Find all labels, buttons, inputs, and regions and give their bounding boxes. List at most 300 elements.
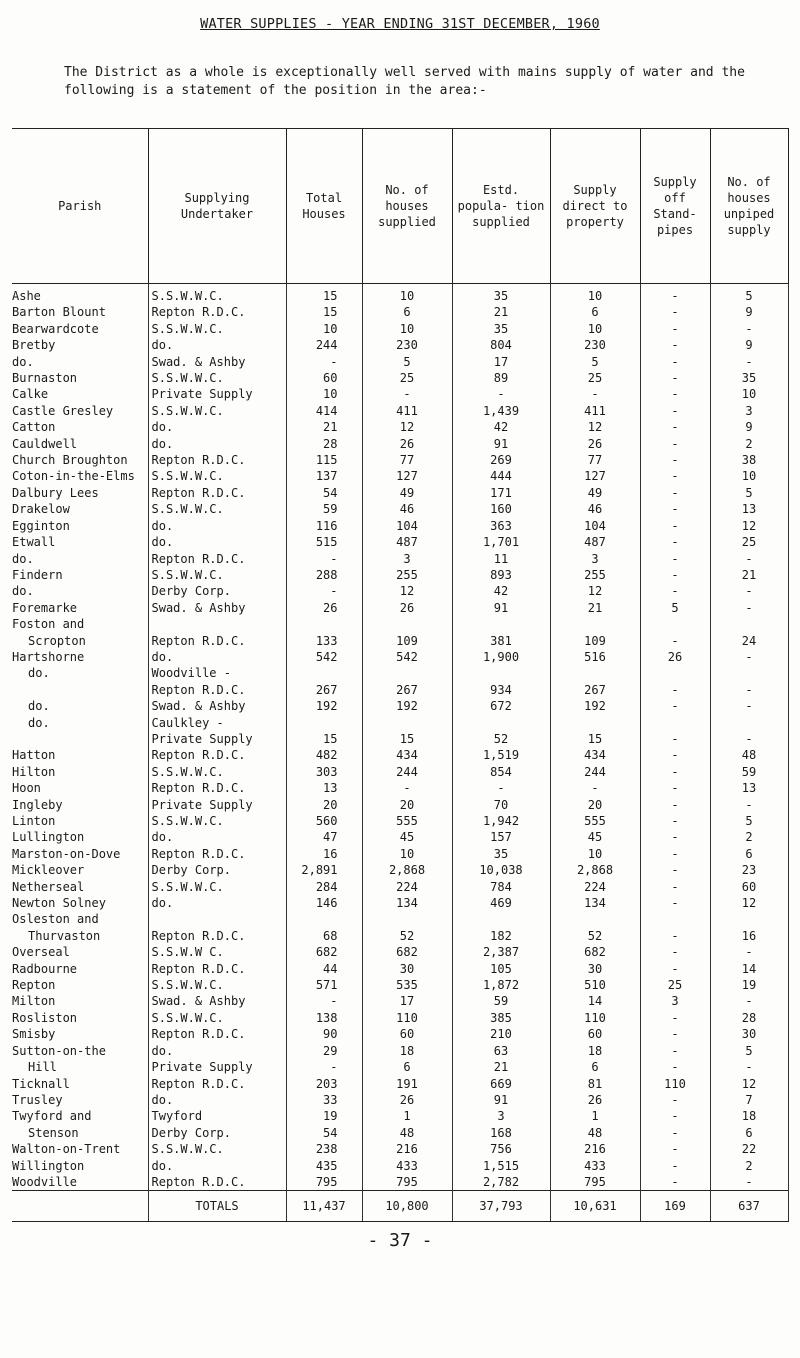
header-undertaker: Supplying Undertaker bbox=[148, 129, 286, 284]
cell-population: 893 bbox=[452, 567, 550, 583]
cell-population: 1,439 bbox=[452, 403, 550, 419]
cell-supply-direct: 26 bbox=[550, 436, 640, 452]
cell-supply-direct: 77 bbox=[550, 452, 640, 468]
cell-supply-direct: 487 bbox=[550, 534, 640, 550]
cell-unpiped: - bbox=[710, 993, 788, 1009]
cell-unpiped: - bbox=[710, 797, 788, 813]
cell-total-houses: 59 bbox=[286, 501, 362, 517]
table-row bbox=[12, 862, 788, 878]
table-row bbox=[12, 1108, 788, 1124]
cell-unpiped bbox=[710, 715, 788, 731]
cell-undertaker: Swad. & Ashby bbox=[148, 698, 286, 714]
cell-unpiped: 10 bbox=[710, 468, 788, 484]
cell-undertaker: Private Supply bbox=[148, 386, 286, 402]
cell-total-houses: 435 bbox=[286, 1158, 362, 1174]
cell-houses-supplied: 535 bbox=[362, 977, 452, 993]
cell-supply-direct: 433 bbox=[550, 1158, 640, 1174]
cell-standpipes: - bbox=[640, 370, 710, 386]
water-supply-table bbox=[12, 128, 789, 1222]
cell-total-houses: 47 bbox=[286, 829, 362, 845]
cell-undertaker: Swad. & Ashby bbox=[148, 993, 286, 1009]
cell-supply-direct: 5 bbox=[550, 354, 640, 370]
cell-undertaker: S.S.W.W.C. bbox=[148, 567, 286, 583]
cell-houses-supplied: 17 bbox=[362, 993, 452, 1009]
cell-parish: Overseal bbox=[12, 944, 148, 960]
cell-total-houses: 284 bbox=[286, 879, 362, 895]
cell-undertaker: S.S.W.W.C. bbox=[148, 321, 286, 337]
cell-houses-supplied: 795 bbox=[362, 1174, 452, 1191]
cell-houses-supplied: 20 bbox=[362, 797, 452, 813]
table-row bbox=[12, 1158, 788, 1174]
cell-standpipes: - bbox=[640, 304, 710, 320]
cell-total-houses: 54 bbox=[286, 485, 362, 501]
table-row bbox=[12, 813, 788, 829]
cell-houses-supplied: 77 bbox=[362, 452, 452, 468]
cell-total-houses: 21 bbox=[286, 419, 362, 435]
cell-standpipes: 110 bbox=[640, 1076, 710, 1092]
cell-houses-supplied: 10 bbox=[362, 284, 452, 305]
cell-parish: Trusley bbox=[12, 1092, 148, 1108]
cell-parish: Sutton-on-the bbox=[12, 1043, 148, 1059]
cell-unpiped: - bbox=[710, 944, 788, 960]
cell-unpiped: 2 bbox=[710, 436, 788, 452]
cell-supply-direct: 411 bbox=[550, 403, 640, 419]
cell-supply-direct: 434 bbox=[550, 747, 640, 763]
cell-parish: Linton bbox=[12, 813, 148, 829]
cell-standpipes: - bbox=[640, 354, 710, 370]
table-row bbox=[12, 403, 788, 419]
cell-houses-supplied: 191 bbox=[362, 1076, 452, 1092]
cell-houses-supplied: 2,868 bbox=[362, 862, 452, 878]
cell-standpipes: - bbox=[640, 764, 710, 780]
cell-population: 17 bbox=[452, 354, 550, 370]
cell-supply-direct: 682 bbox=[550, 944, 640, 960]
cell-parish: Calke bbox=[12, 386, 148, 402]
cell-unpiped: - bbox=[710, 583, 788, 599]
cell-unpiped: 10 bbox=[710, 386, 788, 402]
cell-undertaker: Derby Corp. bbox=[148, 583, 286, 599]
cell-population: 91 bbox=[452, 1092, 550, 1108]
cell-standpipes: - bbox=[640, 284, 710, 305]
cell-supply-direct: 12 bbox=[550, 419, 640, 435]
totals-total-houses: 11,437 bbox=[286, 1191, 362, 1222]
totals-population: 37,793 bbox=[452, 1191, 550, 1222]
cell-total-houses: 244 bbox=[286, 337, 362, 353]
cell-population: 35 bbox=[452, 846, 550, 862]
cell-undertaker: do. bbox=[148, 1158, 286, 1174]
cell-supply-direct: 255 bbox=[550, 567, 640, 583]
cell-standpipes: - bbox=[640, 698, 710, 714]
cell-parish: do. bbox=[12, 551, 148, 567]
totals-row bbox=[12, 1191, 788, 1222]
cell-unpiped: - bbox=[710, 600, 788, 616]
cell-houses-supplied: 18 bbox=[362, 1043, 452, 1059]
cell-parish: Lullington bbox=[12, 829, 148, 845]
cell-houses-supplied: 12 bbox=[362, 419, 452, 435]
cell-standpipes: - bbox=[640, 731, 710, 747]
cell-population: 444 bbox=[452, 468, 550, 484]
totals-blank bbox=[12, 1191, 148, 1222]
cell-unpiped: 9 bbox=[710, 304, 788, 320]
cell-supply-direct: 109 bbox=[550, 633, 640, 649]
table-row bbox=[12, 583, 788, 599]
cell-parish: Foremarke bbox=[12, 600, 148, 616]
cell-supply-direct: 26 bbox=[550, 1092, 640, 1108]
cell-parish: Walton-on-Trent bbox=[12, 1141, 148, 1157]
cell-undertaker: Derby Corp. bbox=[148, 862, 286, 878]
cell-undertaker: Repton R.D.C. bbox=[148, 1174, 286, 1191]
cell-houses-supplied: 555 bbox=[362, 813, 452, 829]
cell-total-houses: 571 bbox=[286, 977, 362, 993]
table-row bbox=[12, 895, 788, 911]
cell-supply-direct: - bbox=[550, 386, 640, 402]
cell-standpipes: - bbox=[640, 436, 710, 452]
table-row bbox=[12, 993, 788, 1009]
cell-supply-direct: 516 bbox=[550, 649, 640, 665]
cell-parish: Burnaston bbox=[12, 370, 148, 386]
table-row bbox=[12, 485, 788, 501]
cell-unpiped: 12 bbox=[710, 1076, 788, 1092]
totals-standpipes: 169 bbox=[640, 1191, 710, 1222]
cell-unpiped: 14 bbox=[710, 961, 788, 977]
cell-supply-direct: 25 bbox=[550, 370, 640, 386]
cell-unpiped: - bbox=[710, 682, 788, 698]
cell-population: 10,038 bbox=[452, 862, 550, 878]
cell-population: 157 bbox=[452, 829, 550, 845]
cell-population: 784 bbox=[452, 879, 550, 895]
cell-total-houses: 138 bbox=[286, 1010, 362, 1026]
cell-unpiped: 25 bbox=[710, 534, 788, 550]
header-total-houses: Total Houses bbox=[286, 129, 362, 284]
cell-unpiped: 13 bbox=[710, 780, 788, 796]
cell-parish: Ingleby bbox=[12, 797, 148, 813]
cell-standpipes bbox=[640, 715, 710, 731]
cell-standpipes: - bbox=[640, 879, 710, 895]
cell-supply-direct: 6 bbox=[550, 304, 640, 320]
cell-unpiped: 35 bbox=[710, 370, 788, 386]
cell-supply-direct: 2,868 bbox=[550, 862, 640, 878]
cell-houses-supplied: 244 bbox=[362, 764, 452, 780]
cell-standpipes: - bbox=[640, 518, 710, 534]
table-row bbox=[12, 600, 788, 616]
cell-parish: do. bbox=[12, 583, 148, 599]
cell-undertaker: Repton R.D.C. bbox=[148, 485, 286, 501]
cell-unpiped: 5 bbox=[710, 813, 788, 829]
page-number: - 37 - bbox=[367, 1230, 433, 1251]
cell-supply-direct: 134 bbox=[550, 895, 640, 911]
cell-undertaker: S.S.W.W.C. bbox=[148, 501, 286, 517]
cell-parish: Willington bbox=[12, 1158, 148, 1174]
table-row bbox=[12, 1043, 788, 1059]
cell-population: 2,782 bbox=[452, 1174, 550, 1191]
cell-population: 63 bbox=[452, 1043, 550, 1059]
cell-total-houses bbox=[286, 616, 362, 632]
cell-undertaker: Repton R.D.C. bbox=[148, 928, 286, 944]
cell-standpipes: - bbox=[640, 1026, 710, 1042]
cell-population: 269 bbox=[452, 452, 550, 468]
table-row bbox=[12, 780, 788, 796]
cell-total-houses: 288 bbox=[286, 567, 362, 583]
cell-standpipes: - bbox=[640, 846, 710, 862]
cell-supply-direct: 20 bbox=[550, 797, 640, 813]
cell-undertaker: S.S.W.W.C. bbox=[148, 813, 286, 829]
cell-unpiped: 18 bbox=[710, 1108, 788, 1124]
cell-total-houses: 29 bbox=[286, 1043, 362, 1059]
cell-parish: Bretby bbox=[12, 337, 148, 353]
cell-supply-direct: 3 bbox=[550, 551, 640, 567]
cell-undertaker: Repton R.D.C. bbox=[148, 633, 286, 649]
cell-houses-supplied: 6 bbox=[362, 1059, 452, 1075]
cell-unpiped: 9 bbox=[710, 419, 788, 435]
cell-population: 381 bbox=[452, 633, 550, 649]
cell-undertaker bbox=[148, 616, 286, 632]
cell-unpiped: 13 bbox=[710, 501, 788, 517]
table-row bbox=[12, 911, 788, 927]
cell-total-houses: 795 bbox=[286, 1174, 362, 1191]
cell-parish: Smisby bbox=[12, 1026, 148, 1042]
cell-parish: Marston-on-Dove bbox=[12, 846, 148, 862]
cell-standpipes: - bbox=[640, 403, 710, 419]
cell-houses-supplied: 30 bbox=[362, 961, 452, 977]
totals-houses-supplied: 10,800 bbox=[362, 1191, 452, 1222]
cell-total-houses: 515 bbox=[286, 534, 362, 550]
cell-standpipes: - bbox=[640, 928, 710, 944]
cell-houses-supplied: 5 bbox=[362, 354, 452, 370]
cell-unpiped: - bbox=[710, 551, 788, 567]
cell-population: 91 bbox=[452, 436, 550, 452]
cell-parish: Hoon bbox=[12, 780, 148, 796]
cell-total-houses: 303 bbox=[286, 764, 362, 780]
cell-unpiped: 16 bbox=[710, 928, 788, 944]
cell-standpipes: - bbox=[640, 1010, 710, 1026]
cell-unpiped: 2 bbox=[710, 829, 788, 845]
cell-standpipes bbox=[640, 665, 710, 681]
cell-supply-direct: 30 bbox=[550, 961, 640, 977]
cell-total-houses: 15 bbox=[286, 731, 362, 747]
cell-supply-direct: 21 bbox=[550, 600, 640, 616]
cell-houses-supplied: 224 bbox=[362, 879, 452, 895]
cell-standpipes: - bbox=[640, 1125, 710, 1141]
cell-houses-supplied: 434 bbox=[362, 747, 452, 763]
cell-supply-direct: - bbox=[550, 780, 640, 796]
cell-undertaker: Private Supply bbox=[148, 1059, 286, 1075]
cell-undertaker: Repton R.D.C. bbox=[148, 747, 286, 763]
table-row bbox=[12, 731, 788, 747]
cell-population: 21 bbox=[452, 304, 550, 320]
cell-houses-supplied: 411 bbox=[362, 403, 452, 419]
cell-total-houses: - bbox=[286, 551, 362, 567]
cell-undertaker: Swad. & Ashby bbox=[148, 354, 286, 370]
cell-population: 2,387 bbox=[452, 944, 550, 960]
cell-parish: Milton bbox=[12, 993, 148, 1009]
cell-supply-direct: 6 bbox=[550, 1059, 640, 1075]
cell-supply-direct bbox=[550, 911, 640, 927]
cell-population: 105 bbox=[452, 961, 550, 977]
cell-total-houses: 482 bbox=[286, 747, 362, 763]
cell-population: 42 bbox=[452, 583, 550, 599]
cell-population: 70 bbox=[452, 797, 550, 813]
cell-houses-supplied: 26 bbox=[362, 436, 452, 452]
cell-undertaker bbox=[148, 911, 286, 927]
table-row bbox=[12, 829, 788, 845]
cell-houses-supplied: 26 bbox=[362, 1092, 452, 1108]
cell-unpiped: 59 bbox=[710, 764, 788, 780]
cell-undertaker: Repton R.D.C. bbox=[148, 452, 286, 468]
cell-parish bbox=[12, 682, 148, 698]
cell-parish: Catton bbox=[12, 419, 148, 435]
table-row bbox=[12, 977, 788, 993]
cell-houses-supplied: 487 bbox=[362, 534, 452, 550]
table-row bbox=[12, 698, 788, 714]
cell-population bbox=[452, 911, 550, 927]
cell-undertaker: Twyford bbox=[148, 1108, 286, 1124]
cell-population: 934 bbox=[452, 682, 550, 698]
cell-unpiped: 21 bbox=[710, 567, 788, 583]
cell-houses-supplied: 10 bbox=[362, 846, 452, 862]
cell-standpipes: - bbox=[640, 551, 710, 567]
cell-houses-supplied: 26 bbox=[362, 600, 452, 616]
cell-total-houses: 10 bbox=[286, 321, 362, 337]
cell-parish: Dalbury Lees bbox=[12, 485, 148, 501]
cell-unpiped: 38 bbox=[710, 452, 788, 468]
cell-houses-supplied: 1 bbox=[362, 1108, 452, 1124]
cell-supply-direct: 510 bbox=[550, 977, 640, 993]
cell-supply-direct: 795 bbox=[550, 1174, 640, 1191]
cell-population: 385 bbox=[452, 1010, 550, 1026]
cell-parish: Coton-in-the-Elms bbox=[12, 468, 148, 484]
page-title: WATER SUPPLIES - YEAR ENDING 31ST DECEMBER, 1960 bbox=[200, 16, 600, 32]
cell-population: 42 bbox=[452, 419, 550, 435]
cell-unpiped: - bbox=[710, 321, 788, 337]
cell-undertaker: Repton R.D.C. bbox=[148, 551, 286, 567]
cell-supply-direct: 110 bbox=[550, 1010, 640, 1026]
cell-total-houses: 203 bbox=[286, 1076, 362, 1092]
intro-paragraph: The District as a whole is exceptionally well served with mains supply of water and the following is a statement of the position in the area:- bbox=[64, 65, 745, 98]
cell-standpipes: - bbox=[640, 829, 710, 845]
cell-population: 469 bbox=[452, 895, 550, 911]
cell-unpiped: - bbox=[710, 1059, 788, 1075]
cell-houses-supplied: 6 bbox=[362, 304, 452, 320]
table-row bbox=[12, 534, 788, 550]
header-standpipes: Supply off Stand- pipes bbox=[640, 129, 710, 284]
cell-parish: Church Broughton bbox=[12, 452, 148, 468]
cell-total-houses: 542 bbox=[286, 649, 362, 665]
cell-population: 11 bbox=[452, 551, 550, 567]
cell-houses-supplied: 433 bbox=[362, 1158, 452, 1174]
cell-standpipes: - bbox=[640, 419, 710, 435]
cell-standpipes: - bbox=[640, 682, 710, 698]
cell-standpipes bbox=[640, 911, 710, 927]
header-row bbox=[12, 129, 788, 284]
table-row bbox=[12, 321, 788, 337]
table-row bbox=[12, 616, 788, 632]
cell-unpiped: 7 bbox=[710, 1092, 788, 1108]
cell-population bbox=[452, 616, 550, 632]
cell-houses-supplied: 46 bbox=[362, 501, 452, 517]
totals-unpiped: 637 bbox=[710, 1191, 788, 1222]
cell-unpiped: - bbox=[710, 731, 788, 747]
cell-population: 89 bbox=[452, 370, 550, 386]
cell-standpipes: 3 bbox=[640, 993, 710, 1009]
cell-total-houses: 33 bbox=[286, 1092, 362, 1108]
cell-unpiped: - bbox=[710, 354, 788, 370]
cell-unpiped: - bbox=[710, 649, 788, 665]
cell-undertaker: S.S.W.W.C. bbox=[148, 1141, 286, 1157]
cell-houses-supplied: 3 bbox=[362, 551, 452, 567]
cell-population: 168 bbox=[452, 1125, 550, 1141]
cell-houses-supplied: 12 bbox=[362, 583, 452, 599]
cell-houses-supplied bbox=[362, 616, 452, 632]
cell-undertaker: do. bbox=[148, 419, 286, 435]
cell-standpipes: 26 bbox=[640, 649, 710, 665]
cell-houses-supplied bbox=[362, 665, 452, 681]
table-row bbox=[12, 452, 788, 468]
cell-total-houses: 10 bbox=[286, 386, 362, 402]
totals-supply-direct: 10,631 bbox=[550, 1191, 640, 1222]
cell-parish: Foston and bbox=[12, 616, 148, 632]
cell-standpipes: - bbox=[640, 747, 710, 763]
cell-supply-direct: 18 bbox=[550, 1043, 640, 1059]
cell-population: 171 bbox=[452, 485, 550, 501]
cell-undertaker: do. bbox=[148, 829, 286, 845]
cell-undertaker: Private Supply bbox=[148, 731, 286, 747]
cell-standpipes: - bbox=[640, 386, 710, 402]
cell-population: 35 bbox=[452, 284, 550, 305]
table-row bbox=[12, 1141, 788, 1157]
cell-unpiped: 5 bbox=[710, 284, 788, 305]
cell-supply-direct: 192 bbox=[550, 698, 640, 714]
cell-undertaker: Repton R.D.C. bbox=[148, 780, 286, 796]
cell-total-houses: 414 bbox=[286, 403, 362, 419]
table-row bbox=[12, 284, 788, 305]
cell-total-houses: 16 bbox=[286, 846, 362, 862]
cell-undertaker: do. bbox=[148, 1092, 286, 1108]
table-row bbox=[12, 928, 788, 944]
table-row bbox=[12, 1174, 788, 1191]
cell-parish: Ticknall bbox=[12, 1076, 148, 1092]
cell-unpiped: 9 bbox=[710, 337, 788, 353]
cell-total-houses: 90 bbox=[286, 1026, 362, 1042]
cell-population bbox=[452, 665, 550, 681]
cell-total-houses: 137 bbox=[286, 468, 362, 484]
cell-unpiped bbox=[710, 616, 788, 632]
cell-unpiped: 2 bbox=[710, 1158, 788, 1174]
cell-standpipes: - bbox=[640, 1108, 710, 1124]
cell-houses-supplied: 682 bbox=[362, 944, 452, 960]
table-row bbox=[12, 518, 788, 534]
cell-parish: Hatton bbox=[12, 747, 148, 763]
table-row bbox=[12, 961, 788, 977]
table-row bbox=[12, 764, 788, 780]
cell-standpipes: - bbox=[640, 944, 710, 960]
cell-total-houses: 15 bbox=[286, 304, 362, 320]
cell-undertaker: S.S.W.W.C. bbox=[148, 370, 286, 386]
cell-population: 182 bbox=[452, 928, 550, 944]
cell-standpipes: - bbox=[640, 501, 710, 517]
cell-houses-supplied: 134 bbox=[362, 895, 452, 911]
cell-supply-direct: 216 bbox=[550, 1141, 640, 1157]
cell-population: 363 bbox=[452, 518, 550, 534]
cell-houses-supplied: 216 bbox=[362, 1141, 452, 1157]
cell-supply-direct: 1 bbox=[550, 1108, 640, 1124]
cell-houses-supplied: 230 bbox=[362, 337, 452, 353]
cell-population: 1,942 bbox=[452, 813, 550, 829]
cell-total-houses: 116 bbox=[286, 518, 362, 534]
cell-supply-direct: 224 bbox=[550, 879, 640, 895]
cell-standpipes: - bbox=[640, 1092, 710, 1108]
cell-houses-supplied: 192 bbox=[362, 698, 452, 714]
cell-supply-direct: 127 bbox=[550, 468, 640, 484]
